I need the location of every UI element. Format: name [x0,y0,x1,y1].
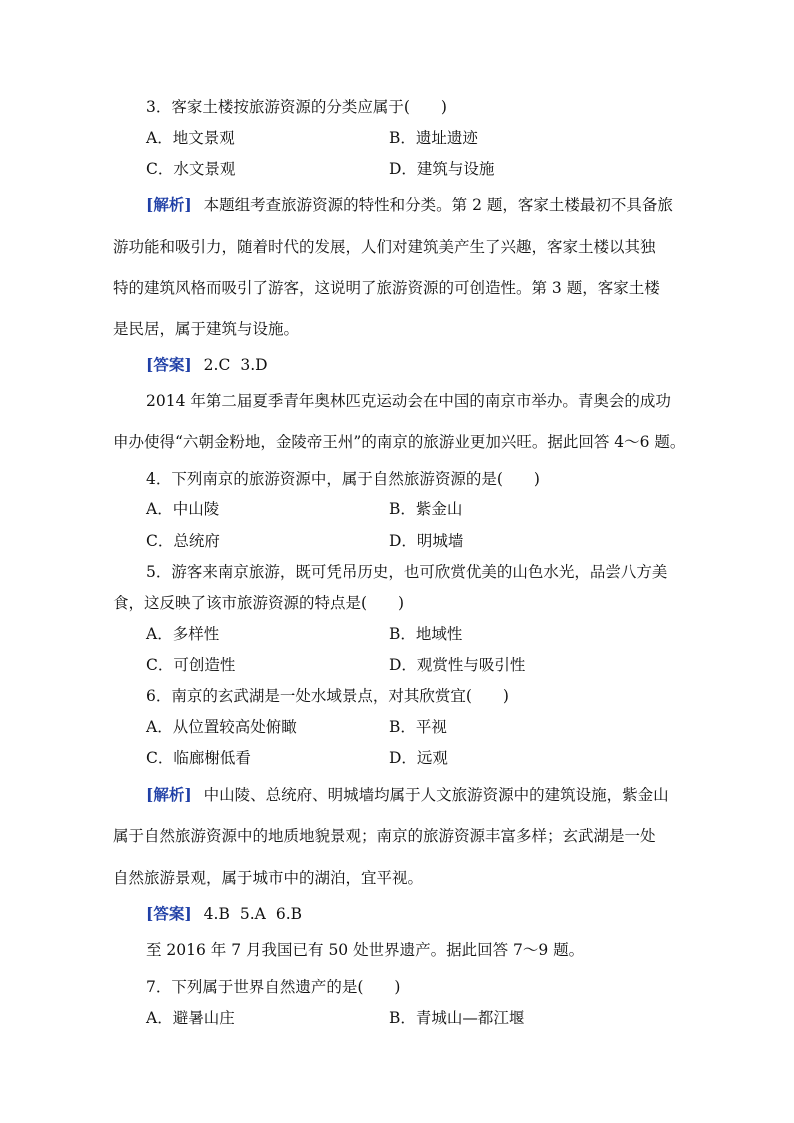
q4-option-a: A．中山陵 [146,500,220,518]
q3-option-a: A．地文景观 [146,129,235,147]
intro3-line: 至 2016 年 7 月我国已有 50 处世界遗产。据此回答 7～9 题。 [146,941,585,959]
q5-stem-2: 食，这反映了该市旅游资源的特点是( ) [113,594,405,612]
analysis1-line-2: 游功能和吸引力，随着时代的发展，人们对建筑美产生了兴趣，客家土楼以其独 [113,238,656,256]
answer1-value-1: 2.C [203,356,231,374]
answer2-value-1: 4.B [203,905,230,923]
q6-option-b: B．平视 [389,718,447,736]
q5-stem-1: 5．游客来南京旅游，既可凭吊历史，也可欣赏优美的山色水光，品尝八方美 [146,563,668,581]
q3-stem: 3．客家土楼按旅游资源的分类应属于( ) [146,98,447,116]
analysis1-line-1 [146,195,673,215]
analysis2-line-1 [146,785,669,805]
intro2-line-1: 2014 年第二届夏季青年奥林匹克运动会在中国的南京市举办。青奥会的成功 [146,392,671,410]
q4-option-d: D．明城墙 [389,532,464,550]
analysis2-line-2: 属于自然旅游资源中的地质地貌景观；南京的旅游资源丰富多样；玄武湖是一处 [113,827,656,845]
analysis1-line-3: 特的建筑风格而吸引了游客，这说明了旅游资源的可创造性。第 3 题，客家土楼 [113,279,660,297]
q7-stem: 7．下列属于世界自然遗产的是( ) [146,978,401,996]
analysis-tag: [解析] [146,785,192,804]
q4-stem: 4．下列南京的旅游资源中，属于自然旅游资源的是( ) [146,470,540,488]
q3-option-d: D．建筑与设施 [389,160,495,178]
analysis-tag: [解析] [146,195,192,214]
q5-option-c: C．可创造性 [146,656,236,674]
q5-option-d: D．观赏性与吸引性 [389,656,526,674]
analysis2-line-3: 自然旅游景观，属于城市中的湖泊，宜平视。 [113,869,424,887]
q4-option-b: B．紫金山 [389,500,463,518]
answer2-value-2: 5.A [239,905,266,923]
answer2-line [146,904,312,924]
q5-option-b: B．地域性 [389,625,463,643]
answer-tag: [答案] [146,355,192,374]
q6-option-d: D．远观 [389,749,448,767]
q6-stem: 6．南京的玄武湖是一处水域景点，对其欣赏宜( ) [146,687,509,705]
answer2-value-3: 6.B [275,905,303,923]
q6-option-c: C．临廊榭低看 [146,749,251,767]
analysis1-line-4: 是民居，属于建筑与设施。 [113,320,300,338]
intro2-line-2: 申办使得“六朝金粉地，金陵帝王州”的南京的旅游业更加兴旺。据此回答 4～6 题。 [113,433,686,451]
q3-option-b: B．遗址遗迹 [389,129,478,147]
q4-option-c: C．总统府 [146,532,220,550]
analysis1-text-1: 本题组考查旅游资源的特性和分类。第 2 题，客家土楼最初不具备旅 [203,196,673,214]
answer-tag: [答案] [146,904,192,923]
q7-option-a: A．避暑山庄 [146,1009,235,1027]
q3-option-c: C．水文景观 [146,160,236,178]
q6-option-a: A．从位置较高处俯瞰 [146,718,297,736]
q7-option-b: B．青城山—都江堰 [389,1009,525,1027]
answer1-value-2: 3.D [240,356,268,374]
analysis2-text-1: 中山陵、总统府、明城墙均属于人文旅游资源中的建筑设施，紫金山 [203,786,669,804]
q5-option-a: A．多样性 [146,625,220,643]
answer1-line [146,355,278,375]
